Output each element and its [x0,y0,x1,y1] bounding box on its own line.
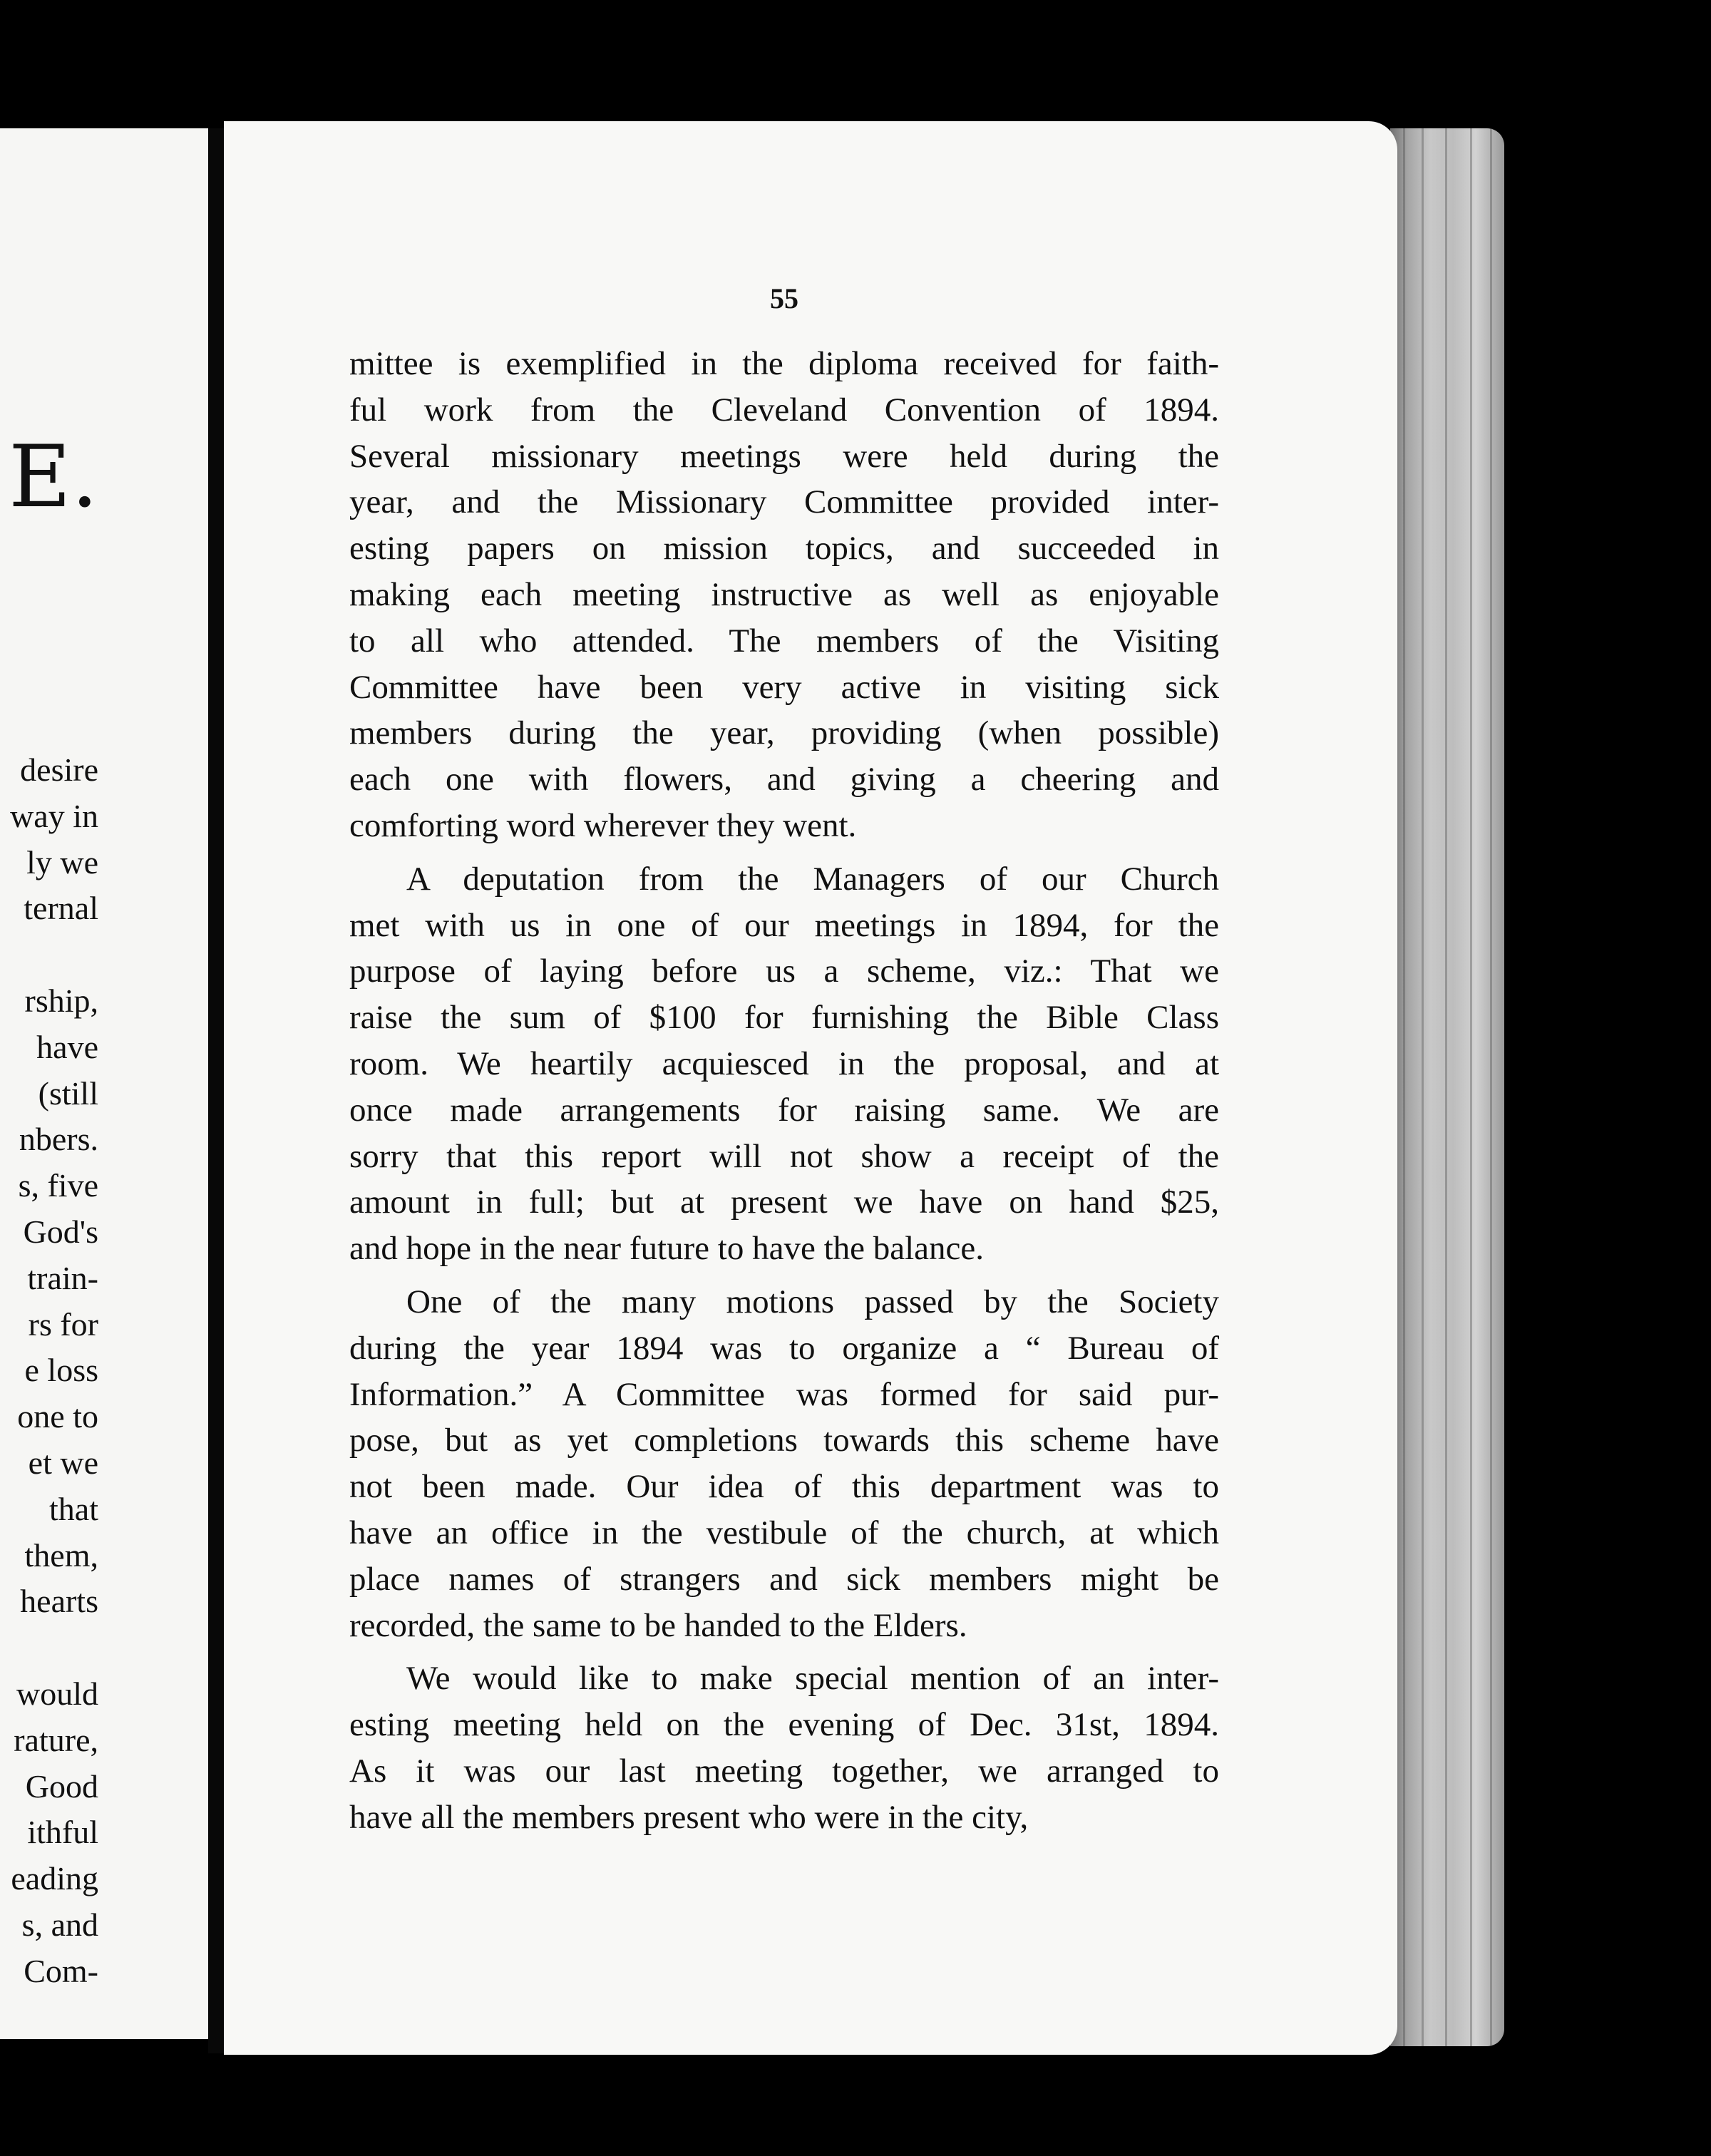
left-page-line-fragment: s, and [21,1906,98,1943]
text-line: mittee is exemplified in the diploma received for faith- [349,345,1219,382]
left-page-line-fragment: s, five [18,1167,98,1204]
left-page-line-fragment: would [16,1675,98,1712]
left-page-paragraph-gap [10,1625,98,1671]
text-line: pose, but as yet completions towards this scheme have [349,1422,1219,1459]
left-page-line-fragment: them, [24,1536,98,1574]
text-line: A deputation from the Managers of our Church [406,860,1219,898]
text-line: amount in full; but at present we have on hand $25, [349,1184,1219,1221]
left-page-line-fragment: train- [27,1259,98,1296]
text-line: have an office in the vestibule of the church, at which [349,1514,1219,1551]
left-page-line-fragment: nbers. [19,1121,98,1158]
left-page-paragraph-gap [10,932,98,978]
text-line: met with us in one of our meetings in 1894, for the [349,906,1219,944]
text-line: comforting word wherever they went. [349,806,857,844]
left-page-line-fragment: Com- [24,1952,98,1989]
left-page-line-fragment: hearts [20,1583,98,1620]
paragraph [349,856,1219,1272]
left-page-line-fragment: (still [38,1074,98,1112]
left-page-line-fragment: rature, [14,1721,98,1758]
left-page-line-fragment: ithful [27,1814,98,1851]
text-line: One of the many motions passed by the Society [406,1283,1219,1320]
page-number: 55 [770,282,798,314]
page-edge-streak [1403,128,1405,2046]
left-page-heading-fragment: E. [9,428,98,527]
left-page-line-fragment: eading [11,1860,98,1897]
text-line: We would like to make special mention of an inter- [406,1660,1219,1698]
text-line: ful work from the Cleveland Convention of 1894. [349,391,1219,428]
page-body-text [349,341,1219,1848]
text-line: Information.” A Committee was formed for said pur- [349,1375,1219,1413]
left-page-line-fragment: Good [25,1767,98,1805]
text-line: esting papers on mission topics, and succeeded in [349,530,1219,568]
left-page-line-fragment: ly we [26,843,98,881]
left-page-line-fragment: e loss [24,1352,98,1389]
text-line: members during the year, providing (when possible) [349,714,1219,752]
left-page-line-fragment: rs for [28,1305,98,1343]
page-edge-streak [1445,128,1447,2046]
paragraph [349,1655,1219,1840]
text-line: room. We heartily acquiesced in the proposal, and at [349,1044,1219,1082]
page-edges [1390,128,1504,2046]
text-line: have all the members present who were in the city, [349,1798,1029,1836]
book-gutter [208,128,224,2053]
text-line: and hope in the near future to have the balance. [349,1230,984,1268]
left-page-line-fragment: God's [23,1213,98,1250]
page-edge-streak [1490,128,1492,2046]
left-page-text [10,747,98,1995]
text-line: year, and the Missionary Committee provided inter- [349,483,1219,521]
text-line: purpose of laying before us a scheme, viz.: That we [349,953,1219,990]
left-page-line-fragment: ternal [24,890,98,927]
left-page-line-fragment: desire [20,751,98,788]
text-line: raise the sum of $100 for furnishing the Bible Class [349,999,1219,1037]
paragraph [349,1279,1219,1648]
left-page-line-fragment: way in [10,797,98,834]
text-line: making each meeting instructive as well as enjoyable [349,575,1219,613]
text-line: recorded, the same to be handed to the Elders. [349,1606,967,1644]
left-page-line-fragment: one to [17,1398,98,1435]
left-page-line-fragment: that [49,1490,98,1527]
text-line: each one with flowers, and giving a cheering and [349,761,1219,799]
text-line: not been made. Our idea of this department was to [349,1468,1219,1506]
left-page [0,128,208,2039]
text-line: sorry that this report will not show a receipt of the [349,1137,1219,1175]
text-line: to all who attended. The members of the Visiting [349,622,1219,659]
text-line: once made arrangements for raising same. We are [349,1091,1219,1129]
text-line: As it was our last meeting together, we arranged to [349,1752,1219,1790]
page-edge-streak [1422,128,1424,2046]
text-line: Several missionary meetings were held during the [349,437,1219,475]
text-line: Committee have been very active in visiting sick [349,668,1219,706]
left-page-line-fragment: have [36,1028,98,1065]
text-line: during the year 1894 was to organize a “ Bureau of [349,1329,1219,1367]
left-page-line-fragment: et we [28,1444,98,1481]
text-line: esting meeting held on the evening of Dec. 31st, 1894. [349,1706,1219,1744]
page-edge-streak [1470,128,1472,2046]
paragraph [349,341,1219,849]
text-line: place names of strangers and sick members might be [349,1560,1219,1598]
left-page-line-fragment: rship, [24,982,98,1019]
